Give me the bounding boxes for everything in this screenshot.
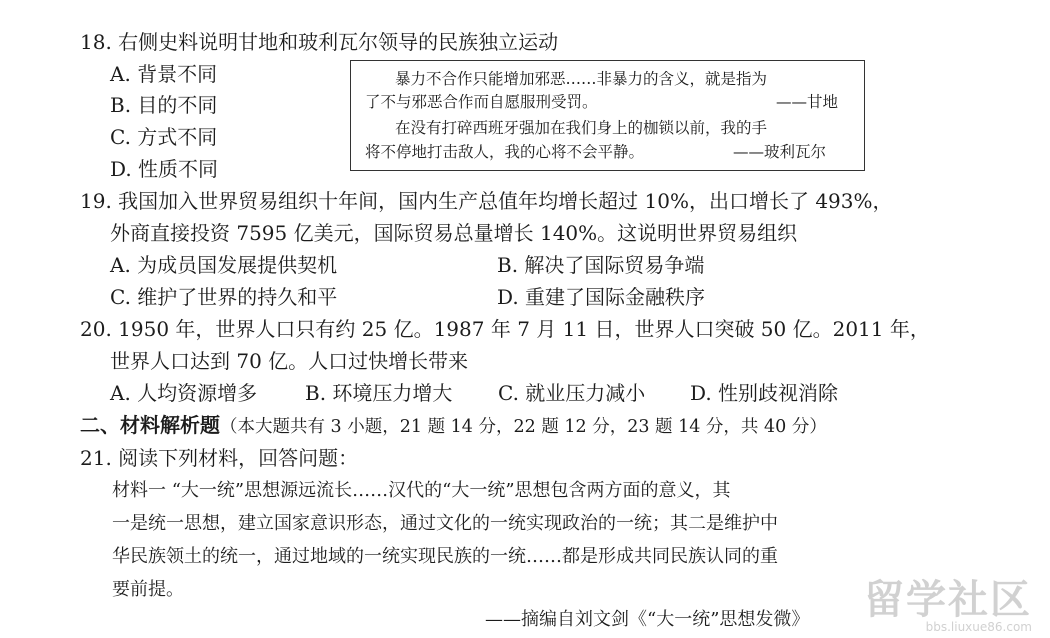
q21-source: ——摘编自刘文剑《“大一统”思想发微》 bbox=[485, 609, 810, 630]
watermark-url: bbs.liuxue86.com bbox=[925, 620, 1032, 634]
watermark-logo: 留学社区 bbox=[864, 577, 1032, 623]
box-line: 暴力不合作只能增加邪恶……非暴力的含义，就是指为 bbox=[395, 70, 768, 88]
q18-source-box bbox=[350, 60, 865, 171]
q21-material-line: 华民族领土的统一，通过地域的一统实现民族的一统……都是形成共同民族认同的重 bbox=[112, 546, 778, 567]
box-attribution-bolivar: ——玻利瓦尔 bbox=[733, 143, 827, 161]
q20-stem-line2: 世界人口达到 70 亿。人口过快增长带来 bbox=[110, 349, 469, 373]
q18-stem: 18. 右侧史料说明甘地和玻利瓦尔领导的民族独立运动 bbox=[80, 30, 559, 54]
q20-stem-line1: 20. 1950 年，世界人口只有约 25 亿。1987 年 7 月 11 日，世界人口突破 50 亿。2011 年， bbox=[80, 317, 930, 341]
q21-material-line: 要前提。 bbox=[112, 579, 184, 600]
section-heading-row bbox=[80, 413, 827, 439]
q19-stem-line1: 19. 我国加入世界贸易组织十年间，国内生产总值年均增长超过 10%，出口增长了 493%， bbox=[80, 189, 893, 213]
q20-option-c: C. 就业压力减小 bbox=[498, 381, 646, 405]
box-line: 了不与邪恶合作而自愿服刑受罚。 bbox=[365, 93, 598, 111]
q19-option-c: C. 维护了世界的持久和平 bbox=[110, 285, 338, 309]
q18-option-c: C. 方式不同 bbox=[110, 125, 218, 149]
section-heading: 二、材料解析题 bbox=[80, 413, 220, 437]
q20-option-b: B. 环境压力增大 bbox=[305, 381, 453, 405]
q18-option-d: D. 性质不同 bbox=[110, 157, 219, 181]
q21-material-line: 材料一 “大一统”思想源远流长……汉代的“大一统”思想包含两方面的意义，其 bbox=[112, 480, 731, 501]
section-note: （本大题共有 3 小题，21 题 14 分，22 题 12 分，23 题 14 分，共 40 分） bbox=[220, 417, 827, 437]
q21-material-line: 一是统一思想，建立国家意识形态，通过文化的一统实现政治的一统；其二是维护中 bbox=[112, 513, 778, 534]
box-line: 在没有打碎西班牙强加在我们身上的枷锁以前，我的手 bbox=[395, 119, 768, 137]
q19-stem-line2: 外商直接投资 7595 亿美元，国际贸易总量增长 140%。这说明世界贸易组织 bbox=[110, 221, 798, 245]
box-line: 将不停地打击敌人，我的心将不会平静。 bbox=[365, 143, 645, 161]
q20-option-d: D. 性别歧视消除 bbox=[690, 381, 839, 405]
q21-stem: 21. 阅读下列材料，回答问题： bbox=[80, 446, 359, 470]
q19-option-b: B. 解决了国际贸易争端 bbox=[497, 253, 705, 277]
watermark bbox=[864, 577, 1032, 634]
q19-option-a: A. 为成员国发展提供契机 bbox=[110, 253, 338, 277]
q19-option-d: D. 重建了国际金融秩序 bbox=[497, 285, 706, 309]
q20-option-a: A. 人均资源增多 bbox=[110, 381, 258, 405]
q18-option-b: B. 目的不同 bbox=[110, 93, 218, 117]
q18-option-a: A. 背景不同 bbox=[110, 62, 218, 86]
box-attribution-gandhi: ——甘地 bbox=[776, 93, 839, 111]
